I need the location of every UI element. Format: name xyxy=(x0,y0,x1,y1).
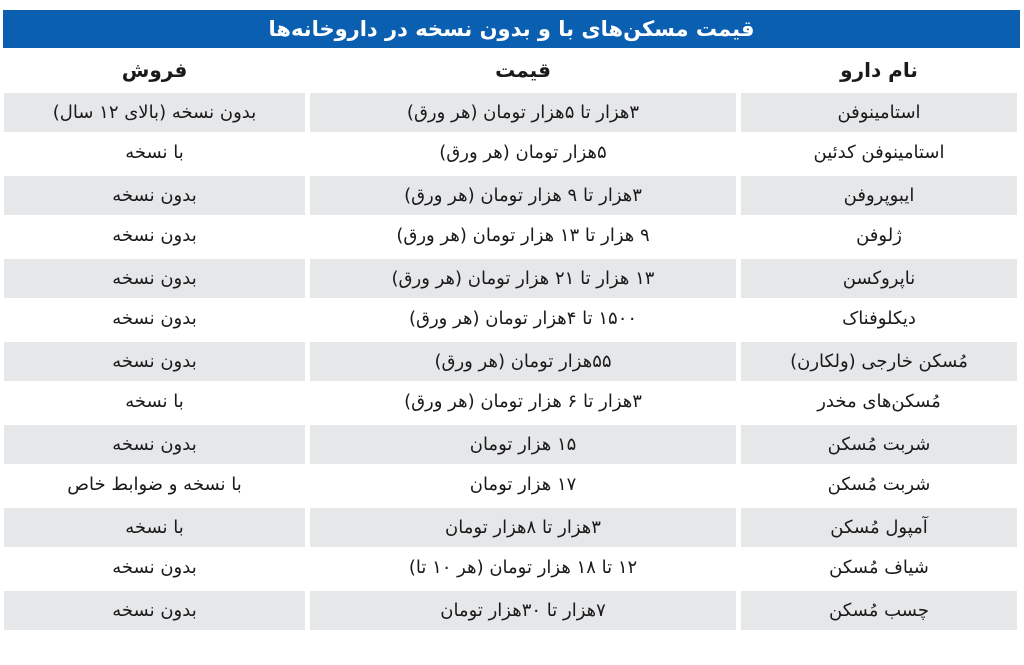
price-cell: ۳هزار تا ۶ هزار تومان (هر ورق) xyxy=(404,390,642,412)
table-row xyxy=(4,339,1017,381)
drug-name-cell: آمپول مُسکن xyxy=(741,508,1017,547)
sale-cell: بدون نسخه xyxy=(112,307,197,329)
price-cell: ۱۵ هزار تومان xyxy=(310,425,736,464)
sale-cell: با نسخه xyxy=(125,141,184,163)
price-cell: ۹ هزار تا ۱۳ هزار تومان (هر ورق) xyxy=(396,224,650,246)
table-row xyxy=(4,422,1017,464)
drug-name-cell: دیکلوفناک xyxy=(842,307,916,329)
price-cell: ۳هزار تا ۹ هزار تومان (هر ورق) xyxy=(310,176,736,215)
table-row xyxy=(4,256,1017,298)
drug-name-cell: چسب مُسکن xyxy=(741,591,1017,630)
column-header-drug-name: نام دارو xyxy=(840,58,918,82)
table-row xyxy=(4,173,1017,215)
sale-cell: بدون نسخه xyxy=(4,259,305,298)
sale-cell: بدون نسخه xyxy=(4,591,305,630)
drug-name-cell: ناپروکسن xyxy=(741,259,1017,298)
price-cell: ۷هزار تا ۳۰هزار تومان xyxy=(310,591,736,630)
sale-cell: با نسخه xyxy=(125,390,184,412)
sale-cell: با نسخه و ضوابط خاص xyxy=(67,473,242,495)
price-cell: ۳هزار تا ۸هزار تومان xyxy=(310,508,736,547)
table-header-row xyxy=(4,50,1017,90)
price-cell: ۵۵هزار تومان (هر ورق) xyxy=(310,342,736,381)
drug-name-cell: شیاف مُسکن xyxy=(829,556,929,578)
sale-cell: بدون نسخه xyxy=(4,176,305,215)
sale-cell: بدون نسخه xyxy=(4,342,305,381)
price-cell: ۱۷ هزار تومان xyxy=(469,473,577,495)
sale-cell: با نسخه xyxy=(4,508,305,547)
painkiller-price-table xyxy=(4,50,1017,630)
drug-name-cell: ایبوپروفن xyxy=(741,176,1017,215)
sale-cell: بدون نسخه xyxy=(112,224,197,246)
table-row xyxy=(4,298,1017,340)
drug-name-cell: مُسکن‌های مخدر xyxy=(817,390,941,412)
table-row xyxy=(4,132,1017,174)
drug-name-cell: استامینوفن xyxy=(741,93,1017,132)
table-row xyxy=(4,547,1017,589)
drug-name-cell: ژلوفن xyxy=(856,224,902,246)
table-row xyxy=(4,381,1017,423)
price-cell: ۵هزار تومان (هر ورق) xyxy=(439,141,607,163)
sale-cell: بدون نسخه xyxy=(4,425,305,464)
table-body xyxy=(4,90,1017,630)
price-cell: ۳هزار تا ۵هزار تومان (هر ورق) xyxy=(310,93,736,132)
price-cell: ۱۲ تا ۱۸ هزار تومان (هر ۱۰ تا) xyxy=(408,556,638,578)
table-row xyxy=(4,588,1017,630)
sale-cell: بدون نسخه (بالای ۱۲ سال) xyxy=(4,93,305,132)
price-cell: ۱۵۰۰ تا ۴هزار تومان (هر ورق) xyxy=(408,307,638,329)
table-title: قیمت مسکن‌های با و بدون نسخه در داروخانه‌ها xyxy=(3,10,1020,48)
drug-name-cell: شربت مُسکن xyxy=(827,473,931,495)
drug-name-cell: استامینوفن کدئین xyxy=(813,141,945,163)
column-header-sale: فروش xyxy=(121,58,188,82)
price-cell: ۱۳ هزار تا ۲۱ هزار تومان (هر ورق) xyxy=(310,259,736,298)
column-header-price: قیمت xyxy=(495,58,551,82)
sale-cell: بدون نسخه xyxy=(112,556,197,578)
table-row xyxy=(4,464,1017,506)
drug-name-cell: شربت مُسکن xyxy=(741,425,1017,464)
table-row xyxy=(4,505,1017,547)
table-row xyxy=(4,90,1017,132)
table-row xyxy=(4,215,1017,257)
drug-name-cell: مُسکن خارجی (ولکارن) xyxy=(741,342,1017,381)
